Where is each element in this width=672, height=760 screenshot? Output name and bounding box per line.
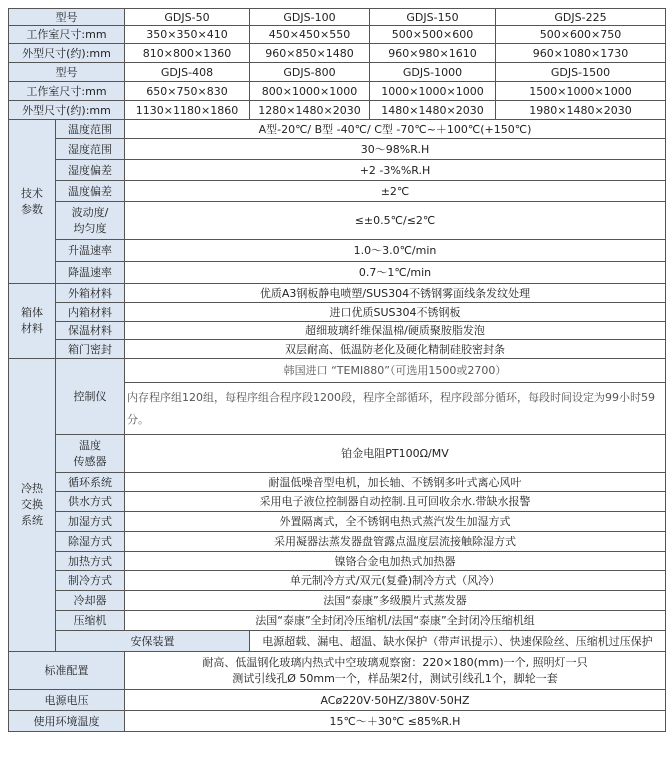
spec-table: [8, 8, 666, 732]
power-value: ACø220V·50HZ/380V·50HZ: [125, 690, 666, 711]
param-label: 保温材料: [56, 322, 125, 340]
work-size-row-1: [9, 26, 666, 44]
param-value: 法国“泰康”多级膜片式蒸发器: [125, 591, 666, 611]
param-label: 温度偏差: [56, 181, 125, 202]
outer-size-row-1: [9, 44, 666, 63]
cooling-row: [9, 571, 666, 591]
box-group-label: 箱体 材料: [9, 284, 56, 359]
param-value: 30～98%R.H: [125, 139, 666, 160]
param-label: 内箱材料: [56, 303, 125, 322]
box-row: [9, 322, 666, 340]
size-cell: 1280×1480×2030: [250, 101, 370, 120]
cooling-row: [9, 591, 666, 611]
tech-row: [9, 262, 666, 284]
size-cell: 1000×1000×1000: [370, 82, 496, 101]
param-value: +2 -3%%R.H: [125, 160, 666, 181]
standard-line-2: 测试引线孔Ø 50mm一个，样品架2付，测试引线孔1个，脚轮一套: [232, 671, 558, 685]
param-label: 外箱材料: [56, 284, 125, 303]
param-value: 耐温低噪音型电机，加长轴、不锈钢多叶式离心风叶: [125, 473, 666, 492]
param-label: 湿度范围: [56, 139, 125, 160]
controller-description: 内存程序组120组，每程序组合程序段1200段，程序全部循环，程序段部分循环，每段时间设定为99小时59分。: [125, 383, 666, 435]
param-label: 降温速率: [56, 262, 125, 284]
param-label: 波动度/ 均匀度: [56, 202, 125, 240]
cooling-row: [9, 492, 666, 512]
env-row: [9, 711, 666, 732]
cooling-row: [9, 552, 666, 571]
standard-row: [9, 652, 666, 690]
param-label: 循环系统: [56, 473, 125, 492]
size-cell: 500×600×750: [496, 26, 666, 44]
size-cell: 350×350×410: [125, 26, 250, 44]
work-size-label-2: 工作室尺寸:mm: [9, 82, 125, 101]
param-label: 制冷方式: [56, 571, 125, 591]
outer-size-label-1: 外型尺寸(约):mm: [9, 44, 125, 63]
model-cell: GDJS-50: [125, 9, 250, 26]
size-cell: 960×980×1610: [370, 44, 496, 63]
work-size-row-2: [9, 82, 666, 101]
param-label: 湿度偏差: [56, 160, 125, 181]
controller-brand: 韩国进口 “TEMI880”（可选用1500或2700）: [125, 359, 666, 383]
size-cell: 1130×1180×1860: [125, 101, 250, 120]
param-label: 升温速率: [56, 240, 125, 262]
param-value: 采用电子液位控制器自动控制.且可回收余水.带缺水报警: [125, 492, 666, 512]
param-value: 镍铬合金电加热式加热器: [125, 552, 666, 571]
cooling-row: [9, 473, 666, 492]
power-row: [9, 690, 666, 711]
size-cell: 450×450×550: [250, 26, 370, 44]
models-row-2: [9, 63, 666, 82]
box-row: [9, 340, 666, 359]
param-value: A型-20℃/ B型 -40℃/ C型 -70℃~＋100℃(+150℃): [125, 120, 666, 139]
tech-row: [9, 181, 666, 202]
model-cell: GDJS-150: [370, 9, 496, 26]
cooling-row: [9, 611, 666, 631]
power-label: 电源电压: [9, 690, 125, 711]
param-label: 除湿方式: [56, 532, 125, 552]
controller-label: 控制仪: [56, 359, 125, 435]
param-value: 优质A3钢板静电喷塑/SUS304不锈钢雾面线条发纹处理: [125, 284, 666, 303]
param-value: 双层耐高、低温防老化及硬化精制硅胶密封条: [125, 340, 666, 359]
param-value: 法国“泰康”全封闭冷压缩机/法国“泰康”全封闭冷压缩机组: [125, 611, 666, 631]
controller-row-1: [9, 359, 666, 383]
param-value: 外置隔离式，全不锈钢电热式蒸汽发生加湿方式: [125, 512, 666, 532]
standard-label: 标准配置: [9, 652, 125, 690]
sensor-value: 铂金电阻PT100Ω/MV: [125, 435, 666, 473]
param-value: 超细玻璃纤维保温棉/硬质聚胺脂发泡: [125, 322, 666, 340]
box-row: [9, 303, 666, 322]
param-value: 单元制冷方式/双元(复叠)制冷方式（风冷）: [125, 571, 666, 591]
models-label-2: 型号: [9, 63, 125, 82]
model-cell: GDJS-100: [250, 9, 370, 26]
size-cell: 650×750×830: [125, 82, 250, 101]
param-label: 箱门密封: [56, 340, 125, 359]
cooling-group-label: 冷热 交换 系统: [9, 359, 56, 652]
param-label: 加热方式: [56, 552, 125, 571]
size-cell: 960×850×1480: [250, 44, 370, 63]
tech-row: [9, 240, 666, 262]
size-cell: 1480×1480×2030: [370, 101, 496, 120]
models-label-1: 型号: [9, 9, 125, 26]
model-cell: GDJS-1000: [370, 63, 496, 82]
models-row-1: [9, 9, 666, 26]
safety-row: [9, 631, 666, 652]
tech-row: [9, 139, 666, 160]
work-size-label-1: 工作室尺寸:mm: [9, 26, 125, 44]
size-cell: 500×500×600: [370, 26, 496, 44]
outer-size-row-2: [9, 101, 666, 120]
outer-size-label-2: 外型尺寸(约):mm: [9, 101, 125, 120]
param-label: 加湿方式: [56, 512, 125, 532]
param-label: 供水方式: [56, 492, 125, 512]
standard-line-1: 耐高、低温钢化玻璃内热式中空玻璃观察窗：220×180(mm)一个, 照明灯一只: [202, 655, 588, 669]
param-value: ≤±0.5℃/≤2℃: [125, 202, 666, 240]
param-value: ±2℃: [125, 181, 666, 202]
param-label: 冷却器: [56, 591, 125, 611]
param-value: 0.7～1℃/min: [125, 262, 666, 284]
standard-value: [125, 652, 666, 690]
model-cell: GDJS-225: [496, 9, 666, 26]
size-cell: 1980×1480×2030: [496, 101, 666, 120]
param-label: 压缩机: [56, 611, 125, 631]
cooling-row: [9, 532, 666, 552]
size-cell: 1500×1000×1000: [496, 82, 666, 101]
tech-row: [9, 120, 666, 139]
model-cell: GDJS-800: [250, 63, 370, 82]
size-cell: 800×1000×1000: [250, 82, 370, 101]
model-cell: GDJS-408: [125, 63, 250, 82]
param-value: 进口优质SUS304不锈钢板: [125, 303, 666, 322]
model-cell: GDJS-1500: [496, 63, 666, 82]
param-value: 1.0～3.0℃/min: [125, 240, 666, 262]
param-label: 温度范围: [56, 120, 125, 139]
size-cell: 960×1080×1730: [496, 44, 666, 63]
box-row: [9, 284, 666, 303]
env-value: 15℃～＋30℃ ≤85%R.H: [125, 711, 666, 732]
tech-row: [9, 202, 666, 240]
safety-label: 安保装置: [56, 631, 250, 652]
tech-row: [9, 160, 666, 181]
sensor-label: 温度 传感器: [56, 435, 125, 473]
cooling-row: [9, 512, 666, 532]
param-value: 采用凝器法蒸发器盘管露点温度层流接触除湿方式: [125, 532, 666, 552]
tech-group-label: 技术 参数: [9, 120, 56, 284]
env-label: 使用环境温度: [9, 711, 125, 732]
safety-value: 电源超载、漏电、超温、缺水保护（带声讯提示）、快速保险丝、压缩机过压保护: [250, 631, 666, 652]
size-cell: 810×800×1360: [125, 44, 250, 63]
sensor-row: [9, 435, 666, 473]
